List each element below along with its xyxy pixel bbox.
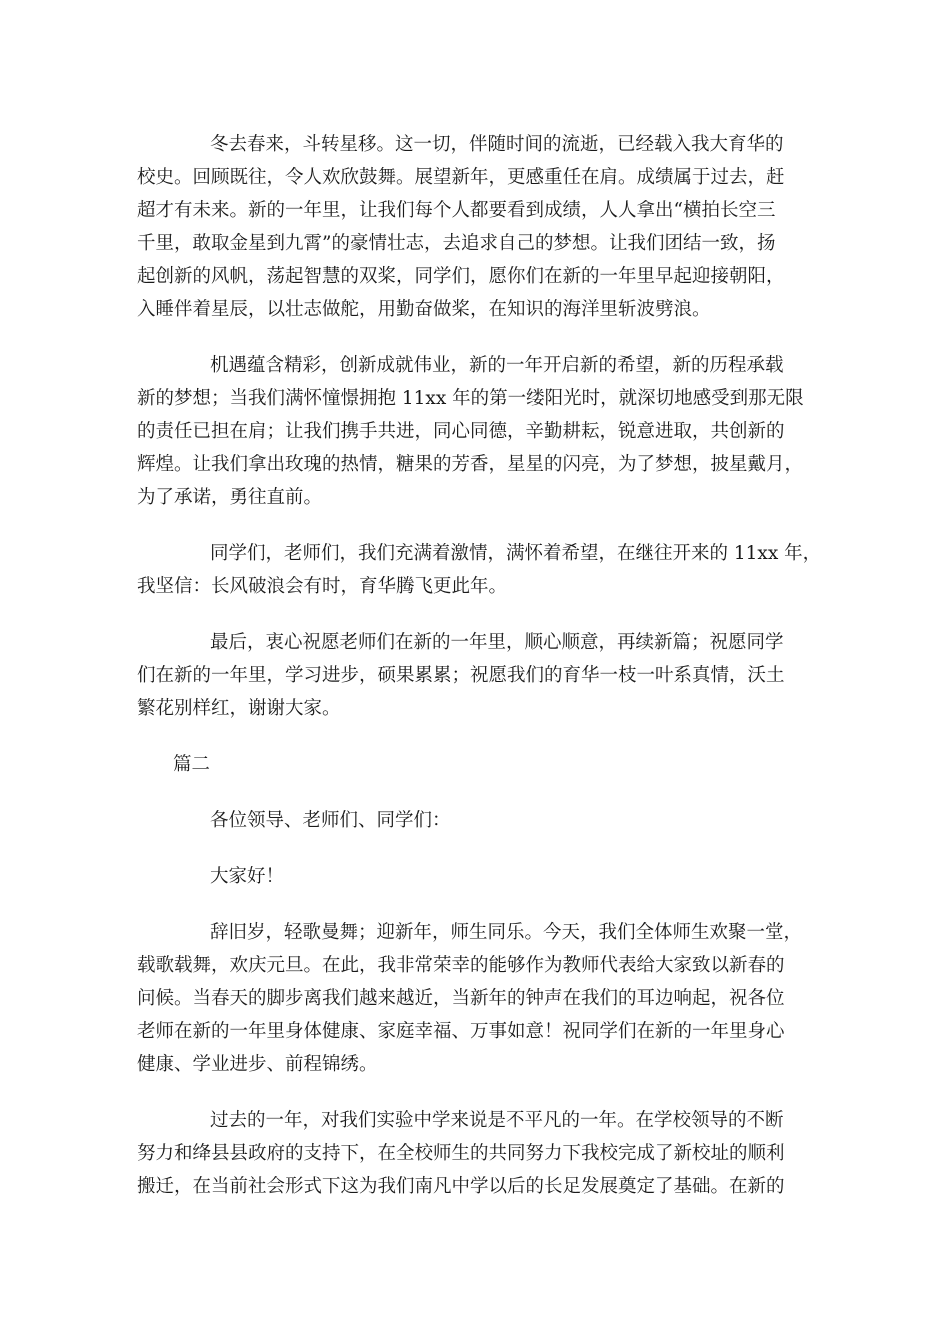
- paragraph-line: 千里，敢取金星到九霄”的豪情壮志，去追求自己的梦想。让我们团结一致，扬: [137, 233, 776, 254]
- document-page: [137, 128, 822, 1203]
- paragraph-line: 校史。回顾既往，令人欢欣鼓舞。展望新年，更感重任在肩。成绩属于过去，赶: [137, 167, 785, 188]
- paragraph-line: 辞旧岁，轻歌曼舞；迎新年，师生同乐。今天，我们全体师生欢聚一堂，: [210, 922, 803, 943]
- paragraph-line: 搬迁，在当前社会形式下这为我们南凡中学以后的长足发展奠定了基础。在新的: [137, 1176, 785, 1197]
- paragraph-line: 问候。当春天的脚步离我们越来越近，当新年的钟声在我们的耳边响起，祝各位: [137, 988, 785, 1009]
- paragraph-line: 新的梦想；当我们满怀憧憬拥抱 11xx 年的第一缕阳光时，就深切地感受到那无限: [137, 388, 804, 409]
- paragraph-line: 老师在新的一年里身体健康、家庭幸福、万事如意！祝同学们在新的一年里身心: [137, 1021, 785, 1042]
- paragraph-line: 过去的一年，对我们实验中学来说是不平凡的一年。在学校领导的不断: [210, 1110, 784, 1131]
- paragraph-line: 起创新的风帆，荡起智慧的双桨，同学们，愿你们在新的一年里早起迎接朝阳，: [137, 266, 785, 287]
- salutation: [137, 804, 813, 837]
- paragraph-line: 最后，衷心祝愿老师们在新的一年里，顺心顺意，再续新篇；祝愿同学: [210, 632, 784, 653]
- paragraph-line: 同学们，老师们，我们充满着激情，满怀着希望，在继往开来的 11xx 年，: [210, 543, 822, 564]
- salutation-line: 各位领导、老师们、同学们：: [210, 810, 451, 831]
- paragraph-2: [137, 349, 813, 514]
- paragraph-line: 辉煌。让我们拿出玫瑰的热情，糖果的芳香，星星的闪亮，为了梦想，披星戴月，: [137, 454, 804, 475]
- paragraph-1: [137, 128, 813, 326]
- paragraph-line: 超才有未来。新的一年里，让我们每个人都要看到成绩，人人拿出“横拍长空三: [137, 200, 776, 221]
- paragraph-line: 机遇蕴含精彩，创新成就伟业，新的一年开启新的希望，新的历程承载: [210, 355, 784, 376]
- paragraph-6: [137, 1104, 813, 1203]
- paragraph-line: 们在新的一年里，学习进步，硕果累累；祝愿我们的育华一枝一叶系真情，沃土: [137, 665, 785, 686]
- paragraph-line: 载歌载舞，欢庆元旦。在此，我非常荣幸的能够作为教师代表给大家致以新春的: [137, 955, 785, 976]
- paragraph-line: 冬去春来，斗转星移。这一切，伴随时间的流逝，已经载入我大育华的: [210, 134, 784, 155]
- paragraph-4: [137, 626, 813, 725]
- paragraph-3: [137, 537, 822, 603]
- paragraph-line: 的责任已担在肩；让我们携手共进，同心同德，辛勤耕耘，锐意进取，共创新的: [137, 421, 785, 442]
- paragraph-line: 努力和绛县县政府的支持下，在全校师生的共同努力下我校完成了新校址的顺利: [137, 1143, 785, 1164]
- paragraph-line: 我坚信：长风破浪会有时，育华腾飞更此年。: [137, 576, 508, 597]
- paragraph-line: 繁花别样红，谢谢大家。: [137, 698, 341, 719]
- paragraph-line: 入睡伴着星辰，以壮志做舵，用勤奋做桨，在知识的海洋里斩波劈浪。: [137, 299, 711, 320]
- section-heading: 篇二: [173, 754, 211, 775]
- paragraph-5: [137, 916, 813, 1081]
- paragraph-line: 健康、学业进步、前程锦绣。: [137, 1054, 378, 1075]
- greeting-line: 大家好！: [210, 866, 285, 887]
- paragraph-line: 为了承诺，勇往直前。: [137, 487, 323, 508]
- greeting: [137, 860, 813, 893]
